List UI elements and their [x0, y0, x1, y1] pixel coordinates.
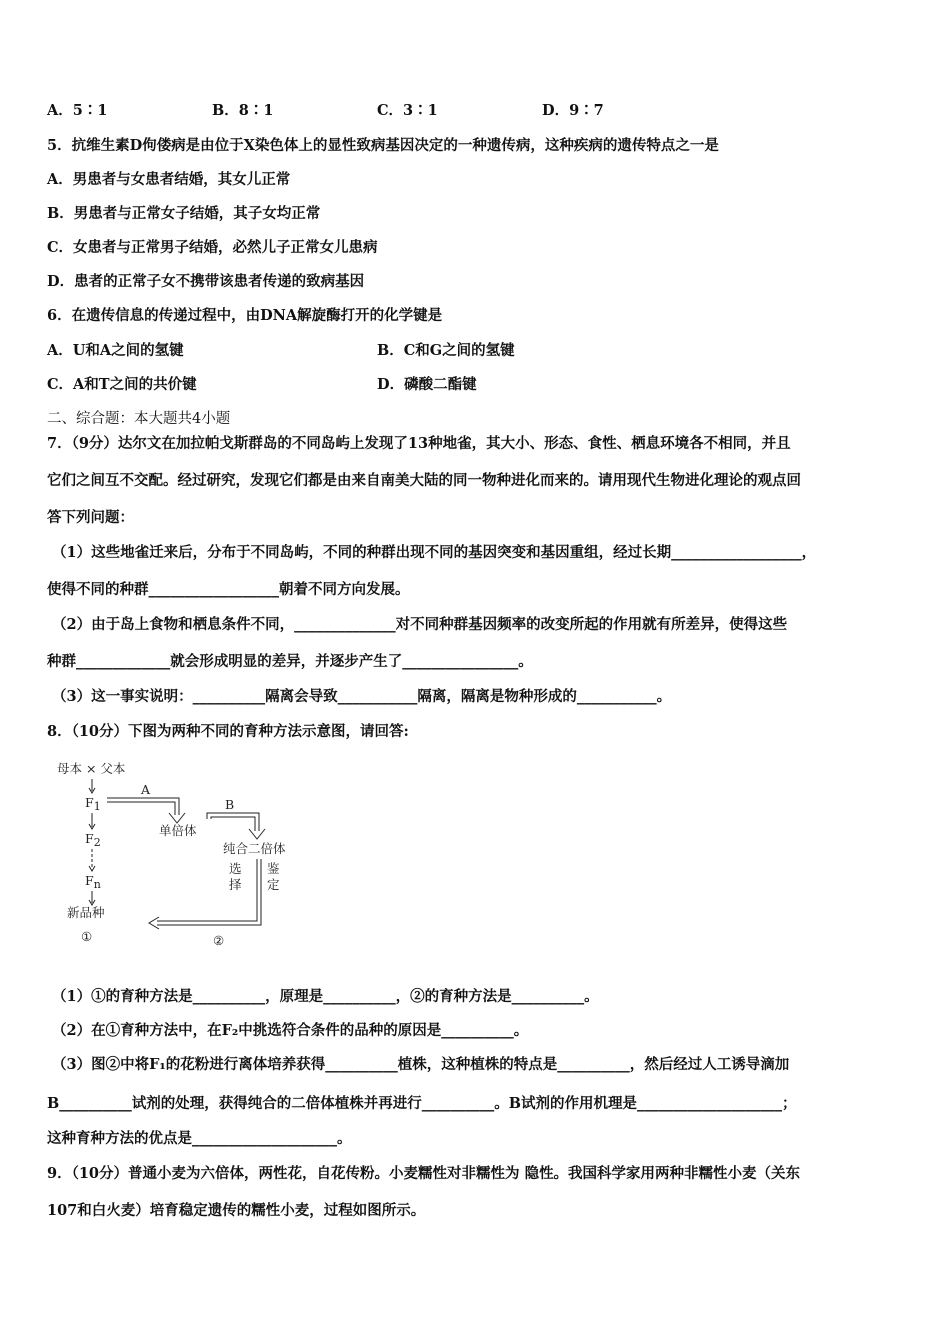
identify-char-1: 鉴 [267, 861, 280, 876]
identify-char-2: 定 [267, 877, 280, 892]
q8-part-3: （3）图②中将F₁的花粉进行离体培养获得__________植株，这种植株的特点是__________，然后经过人工诱导滴加 [52, 1056, 790, 1073]
f2-label: F2 [85, 831, 101, 849]
q4-option-a: A．5∶1 [47, 102, 108, 119]
q7-part-1: （1）这些地雀迁来后，分布于不同岛屿，不同的种群出现不同的基因突变和基因重组，经过长期__________________， [52, 544, 817, 561]
q5-option-c: C．女患者与正常男子结婚，必然儿子正常女儿患病 [47, 239, 378, 256]
select-char-2: 择 [229, 877, 242, 892]
q7-line-2: 它们之间互不交配。经过研究，发现它们都是由来自南美大陆的同一物种进化而来的。请用现代生物进化理论的观点回 [47, 472, 801, 489]
fn-label: Fn [85, 873, 101, 891]
q6-option-d: D．磷酸二酯键 [377, 376, 477, 393]
q7-part-3: （3）这一事实说明：__________隔离会导致___________隔离，隔离是物种形成的___________。 [52, 688, 672, 705]
q9-line-1: 9．（10分）普通小麦为六倍体，两性花，自花传粉。小麦糯性对非糯性为 隐性。我国科学家用两种非糯性小麦（关东 [47, 1165, 801, 1182]
q9-line-2: 107和白火麦）培育稳定遗传的糯性小麦，过程如图所示。 [47, 1202, 426, 1219]
label-b: B [225, 797, 235, 812]
q8-stem: 8．（10分）下图为两种不同的育种方法示意图，请回答: [47, 723, 409, 740]
q5-option-b: B．男患者与正常女子结婚，其子女均正常 [47, 205, 321, 222]
q6-option-c: C．A和T之间的共价键 [47, 376, 197, 393]
pure-diploid-label: 纯合二倍体 [223, 841, 286, 856]
haploid-label: 单倍体 [159, 823, 197, 838]
method-2-label: ② [213, 933, 225, 948]
q5-option-a: A．男患者与女患者结婚，其女儿正常 [47, 171, 291, 188]
arrow-a-head [169, 813, 185, 823]
new-variety-label: 新品种 [67, 905, 105, 920]
f1-label: F1 [85, 795, 101, 813]
arrow-return-inner [157, 859, 261, 925]
arrow-a-inner [107, 802, 175, 815]
arrow-b-inner [211, 817, 255, 831]
arrow-return-outer [157, 859, 257, 921]
q7-part-2: （2）由于岛上食物和栖息条件不同，______________对不同种群基因频率的改变所起的作用就有所差异，使得这些 [52, 616, 788, 633]
breeding-diagram [47, 757, 307, 957]
label-a: A [141, 782, 151, 797]
arrow-b-head [249, 829, 265, 839]
arrow-a-outer [107, 798, 179, 815]
q5-stem: 5．抗维生素D佝偻病是由位于X染色体上的显性致病基因决定的一种遗传病，这种疾病的遗传特点之一是 [47, 137, 719, 154]
q4-option-d: D．9∶7 [542, 102, 604, 119]
q7-line-1: 7．（9分）达尔文在加拉帕戈斯群岛的不同岛屿上发现了13种地雀，其大小、形态、食性、栖息环境各不相同，并且 [47, 435, 791, 452]
q7-part-1-cont: 使得不同的种群__________________朝着不同方向发展。 [47, 581, 410, 598]
q7-line-3: 答下列问题： [47, 509, 134, 526]
q4-option-c: C．3∶1 [377, 102, 438, 119]
q4-option-b: B．8∶1 [212, 102, 274, 119]
arrow-return-head [149, 917, 159, 929]
q6-option-a: A．U和A之间的氢键 [47, 342, 184, 359]
q8-part-2: （2）在①育种方法中，在F₂中挑选符合条件的品种的原因是__________。 [52, 1022, 529, 1039]
q6-option-b: B．C和G之间的氢键 [377, 342, 515, 359]
q8-part-1: （1）①的育种方法是__________，原理是__________，②的育种方法是__________。 [52, 988, 599, 1005]
q5-option-d: D．患者的正常子女不携带该患者传递的致病基因 [47, 273, 365, 290]
method-1-label: ① [81, 929, 93, 944]
arrow-b-outer [207, 813, 259, 831]
q6-stem: 6．在遗传信息的传递过程中，由DNA解旋酶打开的化学键是 [47, 307, 443, 324]
q8-part-3-end: 这种育种方法的优点是____________________。 [47, 1130, 352, 1147]
section-2-heading: 二、综合题：本大题共4小题 [47, 411, 231, 427]
select-char-1: 选 [229, 861, 242, 876]
q7-part-2-cont: 种群_____________就会形成明显的差异，并逐步产生了________________。 [47, 653, 533, 670]
parents-label: 母本 × 父本 [57, 761, 126, 776]
q8-part-3-cont: B__________试剂的处理，获得纯合的二倍体植株并再进行__________。B试剂的作用机理是____________________； [47, 1095, 797, 1112]
